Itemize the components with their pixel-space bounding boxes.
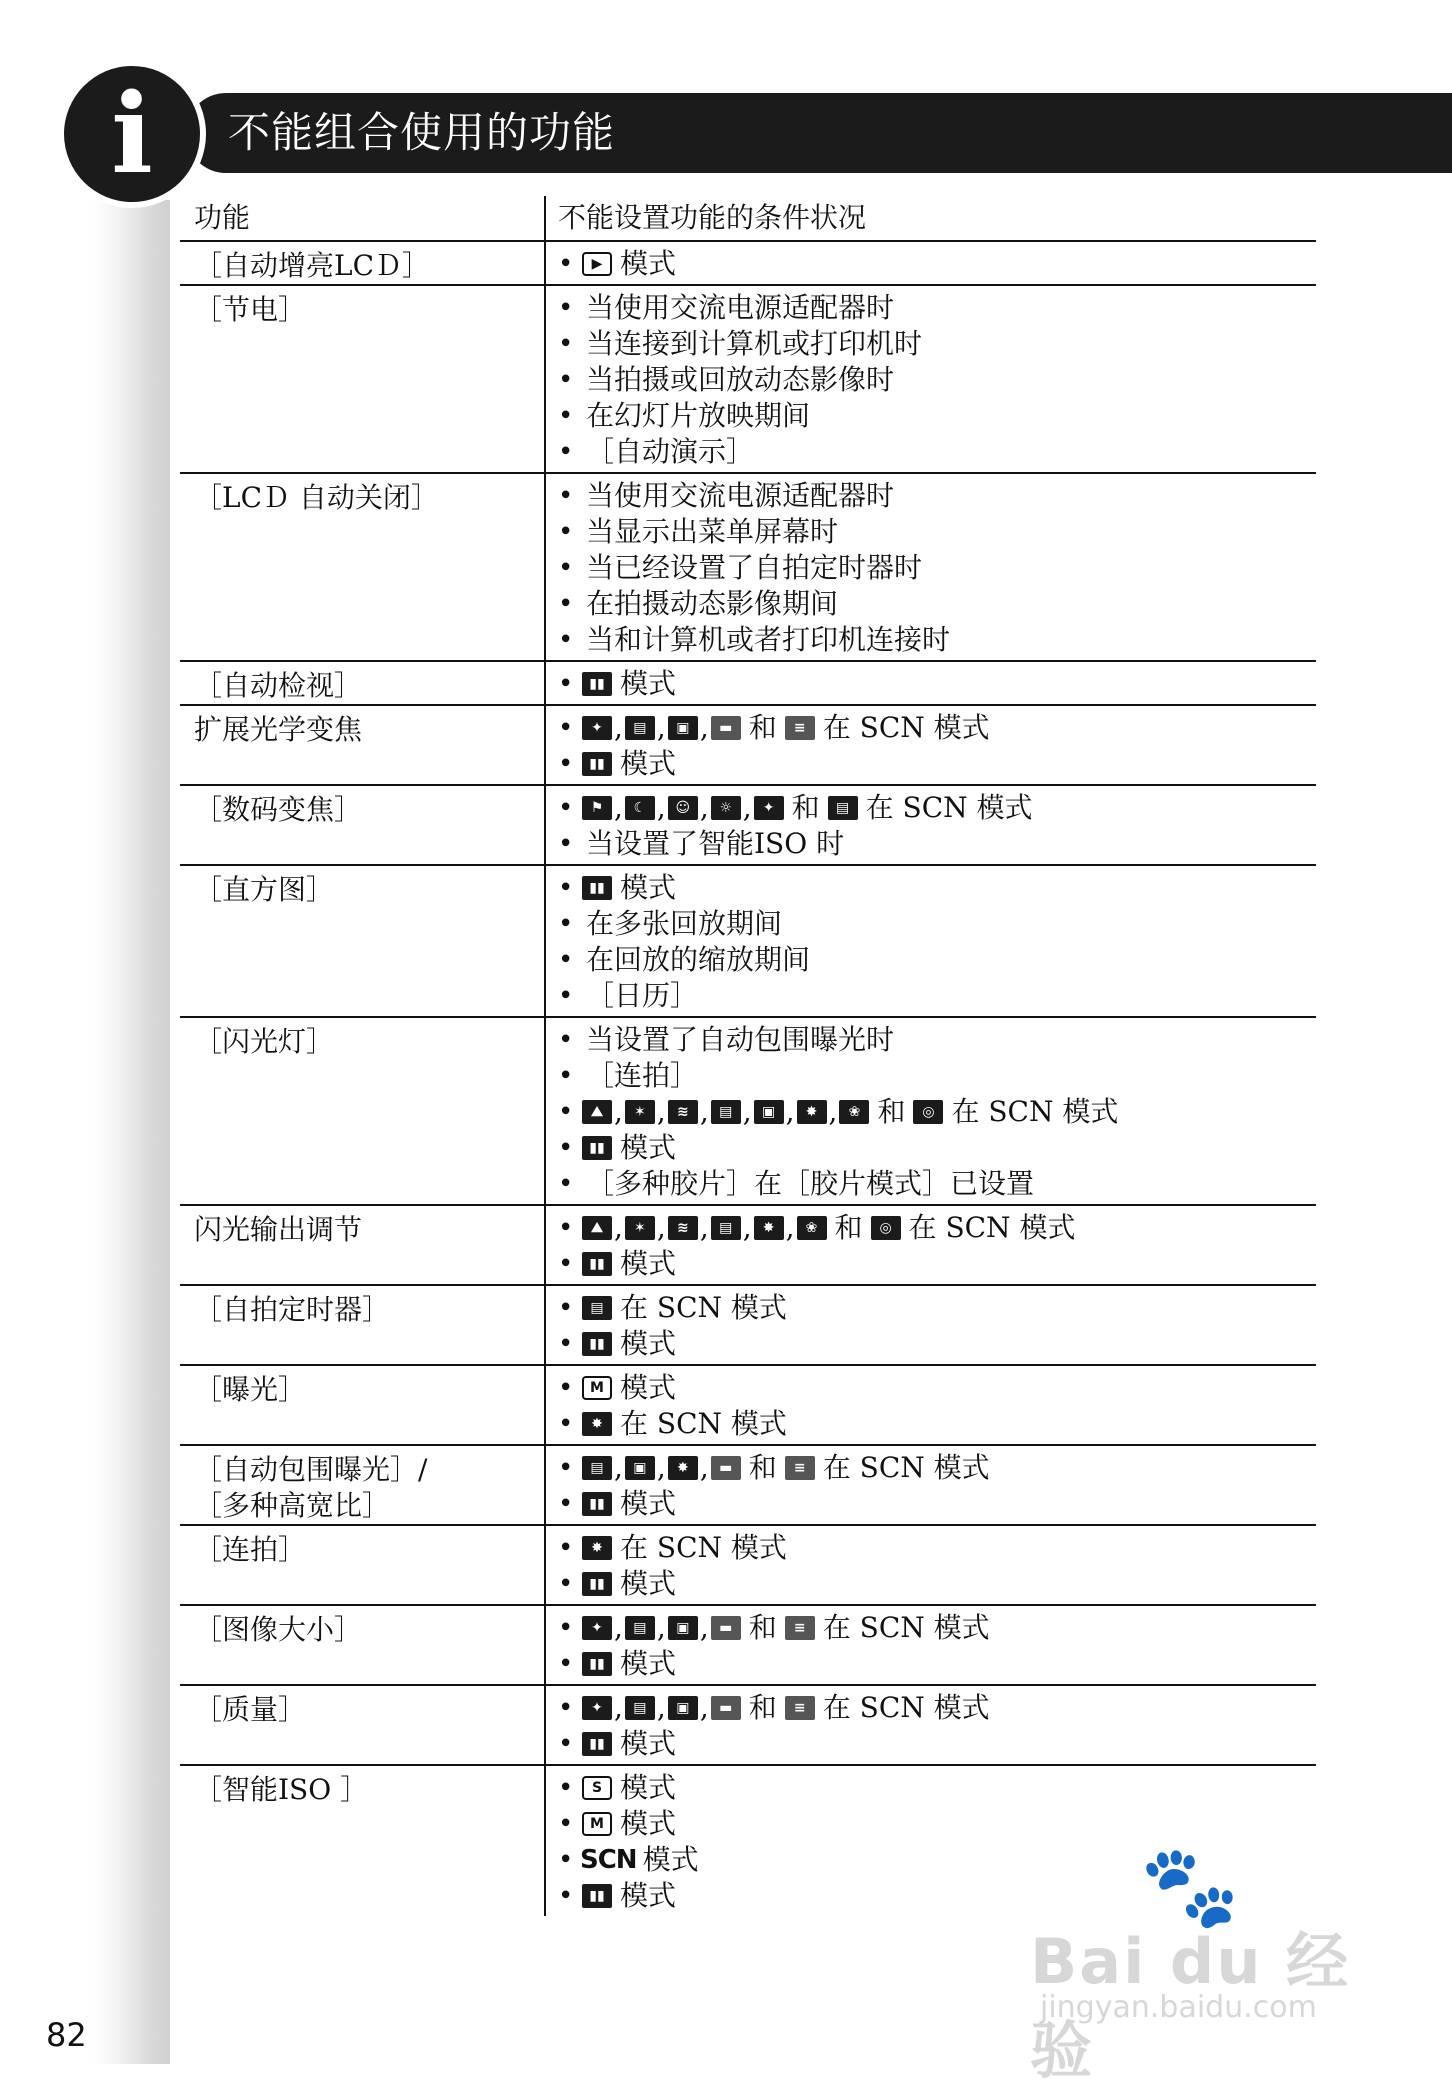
condition-text: 在 SCN 模式: [620, 1407, 787, 1440]
movie-icon: ▮▮: [582, 1652, 612, 1676]
feature-name: ［智能ISO ］: [180, 1766, 546, 1916]
bullet-icon: •: [558, 981, 574, 1011]
paw-logo-icon: 🐾: [1140, 1840, 1240, 1933]
separator: ,: [785, 1095, 795, 1128]
condition-list: [546, 1606, 1316, 1684]
movie-icon: ▮▮: [582, 1572, 612, 1596]
bullet-icon: •: [558, 293, 574, 323]
bullet-icon: •: [558, 553, 574, 583]
auction-icon: ▬: [711, 1616, 741, 1640]
condition-list: [546, 1206, 1316, 1284]
feature-name: ［连拍］: [180, 1526, 546, 1604]
condition-item: [558, 1406, 1316, 1442]
table-row: [180, 286, 1316, 474]
condition-item: [558, 1806, 1316, 1842]
bullet-icon: •: [558, 793, 574, 823]
condition-text: 模式: [620, 1487, 677, 1520]
scn-icon: SCN: [580, 1845, 637, 1875]
condition-text: 模式: [620, 871, 677, 904]
condition-text: 模式: [620, 1567, 677, 1600]
bullet-icon: •: [558, 1649, 574, 1679]
fireworks-icon: ✸: [797, 1100, 827, 1124]
condition-item: [558, 666, 1316, 702]
text-icon: ≡: [785, 1696, 815, 1720]
auction-icon: ▬: [711, 1696, 741, 1720]
condition-text: 模式: [620, 1327, 677, 1360]
condition-text: 当拍摄或回放动态影像时: [586, 363, 895, 396]
condition-text: 当显示出菜单屏幕时: [586, 515, 839, 548]
bullet-icon: •: [558, 873, 574, 903]
condition-list: [546, 286, 1316, 472]
feature-name: ［数码变焦］: [180, 786, 546, 864]
condition-text: 在 SCN 模式: [620, 1291, 787, 1324]
feature-name: ［节电］: [180, 286, 546, 472]
feature-name: 扩展光学变焦: [180, 706, 546, 784]
bullet-icon: •: [558, 1489, 574, 1519]
bullet-icon: •: [558, 1773, 574, 1803]
table-row: [180, 866, 1316, 1018]
night-scene-icon: ✶: [625, 1100, 655, 1124]
bullet-icon: •: [558, 945, 574, 975]
separator: ,: [699, 711, 709, 744]
party-icon: ✦: [754, 796, 784, 820]
separator: ,: [656, 1095, 666, 1128]
condition-item: [558, 790, 1316, 826]
condition-item: [558, 978, 1316, 1014]
condition-text: 模式: [620, 1807, 677, 1840]
copy-icon: ▤: [625, 1696, 655, 1720]
condition-text-suffix: 在 SCN 模式: [822, 1611, 990, 1644]
condition-list: [546, 474, 1316, 660]
condition-item: [558, 1022, 1316, 1058]
separator: ,: [614, 791, 623, 824]
separator: ,: [614, 1095, 623, 1128]
bullet-icon: •: [558, 1213, 574, 1243]
feature-name: ［自拍定时器］: [180, 1286, 546, 1364]
museum-icon: ▣: [754, 1100, 784, 1124]
condition-text: 模式: [620, 1727, 677, 1760]
condition-list: [546, 1446, 1316, 1524]
condition-item: [558, 906, 1316, 942]
bullet-icon: •: [558, 669, 574, 699]
condition-text: 在拍摄动态影像期间: [586, 587, 839, 620]
condition-text: 在幻灯片放映期间: [586, 399, 811, 432]
flower-icon: ❀: [797, 1216, 827, 1240]
separator: ,: [656, 1451, 666, 1484]
condition-item: [558, 1486, 1316, 1522]
text-icon: ≡: [785, 1616, 815, 1640]
condition-text: 和: [748, 1611, 777, 1644]
separator: ,: [699, 1611, 709, 1644]
separator: ,: [699, 1095, 709, 1128]
table-row: [180, 1686, 1316, 1766]
feature-table: [180, 196, 1316, 1916]
condition-item: [558, 826, 1316, 862]
condition-text: 模式: [642, 1843, 699, 1876]
condition-text: 和: [748, 711, 777, 744]
separator: ,: [614, 1611, 623, 1644]
condition-text-suffix: 在 SCN 模式: [865, 791, 1033, 824]
separator: ,: [699, 1211, 709, 1244]
museum-icon: ▣: [668, 716, 698, 740]
info-icon: i: [64, 66, 200, 202]
condition-item: [558, 1210, 1316, 1246]
separator: ,: [742, 791, 752, 824]
bullet-icon: •: [558, 589, 574, 619]
copy-icon: ▤: [625, 716, 655, 740]
condition-item: [558, 1450, 1316, 1486]
museum-icon: ▣: [668, 1696, 698, 1720]
bullet-icon: •: [558, 1693, 574, 1723]
feature-name: ［自动包围曝光］/ ［多种高宽比］: [180, 1446, 546, 1524]
bullet-icon: •: [558, 1409, 574, 1439]
condition-list: [546, 1526, 1316, 1604]
condition-item: [558, 1094, 1316, 1130]
copy-icon: ▤: [582, 1296, 612, 1320]
separator: ,: [742, 1211, 752, 1244]
bullet-icon: •: [558, 1613, 574, 1643]
condition-item: [558, 1690, 1316, 1726]
movie-icon: ▮▮: [582, 1732, 612, 1756]
feature-name: ［自动检视］: [180, 662, 546, 704]
fireworks-icon: ✸: [582, 1412, 612, 1436]
sport-icon: ⚑: [582, 796, 612, 820]
condition-item: [558, 550, 1316, 586]
movie-icon: ▮▮: [582, 1492, 612, 1516]
text-icon: ≡: [785, 716, 815, 740]
manual-icon: M: [582, 1376, 612, 1400]
side-gray-band: [92, 200, 170, 2064]
separator: ,: [614, 1691, 623, 1724]
movie-icon: ▮▮: [582, 1252, 612, 1276]
movie-icon: ▮▮: [582, 1136, 612, 1160]
condition-text: 当已经设置了自拍定时器时: [586, 551, 923, 584]
condition-list: [546, 242, 1316, 284]
condition-text: 在回放的缩放期间: [586, 943, 811, 976]
play-icon: ▶: [582, 252, 612, 276]
bullet-icon: •: [558, 1729, 574, 1759]
feature-name: ［曝光］: [180, 1366, 546, 1444]
condition-text: 模式: [620, 247, 677, 280]
watermark-brand: Bai du 经验: [1030, 1925, 1351, 2087]
portrait-icon: ☺: [668, 796, 698, 820]
bullet-icon: •: [558, 517, 574, 547]
bullet-icon: •: [558, 1025, 574, 1055]
condition-list: [546, 866, 1316, 1016]
condition-text: 模式: [620, 1771, 677, 1804]
condition-item: [558, 710, 1316, 746]
museum-icon: ▣: [668, 1616, 698, 1640]
party-icon: ✦: [582, 1616, 612, 1640]
separator: ,: [699, 791, 709, 824]
separator: ,: [656, 711, 666, 744]
condition-item: [558, 398, 1316, 434]
condition-item: [558, 1610, 1316, 1646]
copy-icon: ▤: [711, 1216, 741, 1240]
bullet-icon: •: [558, 1169, 574, 1199]
condition-text: 模式: [620, 1371, 677, 1404]
condition-item: [558, 246, 1316, 282]
condition-text: 在 SCN 模式: [620, 1531, 787, 1564]
bullet-icon: •: [558, 1533, 574, 1563]
condition-item: [558, 1246, 1316, 1282]
separator: ,: [699, 1451, 709, 1484]
condition-text: ［自动演示］: [586, 435, 755, 468]
condition-list: [546, 1286, 1316, 1364]
bullet-icon: •: [558, 1249, 574, 1279]
condition-text: 当使用交流电源适配器时: [586, 291, 895, 324]
table-row: [180, 1366, 1316, 1446]
bullet-icon: •: [558, 401, 574, 431]
fireworks-icon: ✸: [668, 1456, 698, 1480]
movie-icon: ▮▮: [582, 672, 612, 696]
bullet-icon: •: [558, 909, 574, 939]
night-portrait-icon: ☾: [625, 796, 655, 820]
bullet-icon: •: [558, 1293, 574, 1323]
table-row: [180, 662, 1316, 706]
separator: ,: [656, 791, 666, 824]
manual-icon: M: [582, 1812, 612, 1836]
bullet-icon: •: [558, 1845, 574, 1875]
separator: ,: [656, 1211, 666, 1244]
condition-text: 模式: [620, 1647, 677, 1680]
condition-item: [558, 1370, 1316, 1406]
feature-name: 闪光输出调节: [180, 1206, 546, 1284]
condition-text: ［多种胶片］在［胶片模式］已设置: [586, 1167, 1035, 1200]
bullet-icon: •: [558, 1133, 574, 1163]
underwater-icon: ◎: [913, 1100, 943, 1124]
condition-text: 模式: [620, 1131, 677, 1164]
condition-text: ［日历］: [586, 979, 699, 1012]
movie-icon: ▮▮: [582, 1884, 612, 1908]
table-row: [180, 1526, 1316, 1606]
copy-icon: ▤: [625, 1616, 655, 1640]
landscape-icon: ⛰: [582, 1100, 612, 1124]
condition-text: 当连接到计算机或打印机时: [586, 327, 923, 360]
condition-item: [558, 1290, 1316, 1326]
condition-item: [558, 622, 1316, 658]
copy-icon: ▤: [582, 1456, 612, 1480]
condition-text: 在多张回放期间: [586, 907, 783, 940]
table-row: [180, 1206, 1316, 1286]
table-row: [180, 1286, 1316, 1366]
bullet-icon: •: [558, 625, 574, 655]
condition-text: ［连拍］: [586, 1059, 699, 1092]
condition-item: [558, 1130, 1316, 1166]
condition-list: [546, 1018, 1316, 1204]
backlight-icon: ☼: [711, 796, 741, 820]
bullet-icon: •: [558, 1329, 574, 1359]
separator: ,: [614, 1451, 623, 1484]
sunset-icon: ≋: [668, 1216, 698, 1240]
copy-icon: ▤: [828, 796, 858, 820]
movie-icon: ▮▮: [582, 752, 612, 776]
table-row: [180, 474, 1316, 662]
bullet-icon: •: [558, 365, 574, 395]
condition-item: [558, 1058, 1316, 1094]
condition-item: [558, 478, 1316, 514]
condition-text: 和: [748, 1691, 777, 1724]
separator: ,: [785, 1211, 795, 1244]
condition-item: [558, 1166, 1316, 1202]
condition-text-suffix: 在 SCN 模式: [908, 1211, 1076, 1244]
fireworks-icon: ✸: [754, 1216, 784, 1240]
condition-item: [558, 1530, 1316, 1566]
table-row: [180, 706, 1316, 786]
condition-item: [558, 746, 1316, 782]
bullet-icon: •: [558, 1097, 574, 1127]
condition-item: [558, 434, 1316, 470]
separator: ,: [656, 1611, 666, 1644]
condition-text: 模式: [620, 667, 677, 700]
page-number: 82: [46, 2016, 87, 2054]
sunset-icon: ≋: [668, 1100, 698, 1124]
bullet-icon: •: [558, 329, 574, 359]
condition-item: [558, 586, 1316, 622]
movie-icon: ▮▮: [582, 876, 612, 900]
header-conditions: 不能设置功能的条件状况: [558, 201, 867, 234]
condition-text: 和: [834, 1211, 863, 1244]
bullet-icon: •: [558, 829, 574, 859]
condition-text: 当使用交流电源适配器时: [586, 479, 895, 512]
condition-text-suffix: 在 SCN 模式: [822, 1691, 990, 1724]
condition-text: 当设置了智能ISO 时: [586, 827, 845, 860]
header-feature: 功能: [180, 196, 546, 240]
condition-text: 当设置了自动包围曝光时: [586, 1023, 895, 1056]
condition-text: 模式: [620, 747, 677, 780]
table-row: [180, 786, 1316, 866]
shutter-icon: S: [582, 1776, 612, 1800]
condition-text: 模式: [620, 1879, 677, 1912]
condition-text: 模式: [620, 1247, 677, 1280]
feature-name: ［图像大小］: [180, 1606, 546, 1684]
landscape-icon: ⛰: [582, 1216, 612, 1240]
bullet-icon: •: [558, 1569, 574, 1599]
condition-item: [558, 942, 1316, 978]
auction-icon: ▬: [711, 716, 741, 740]
table-row: [180, 242, 1316, 286]
condition-item: [558, 1770, 1316, 1806]
bullet-icon: •: [558, 1061, 574, 1091]
bullet-icon: •: [558, 437, 574, 467]
bullet-icon: •: [558, 481, 574, 511]
condition-item: [558, 326, 1316, 362]
condition-text: 和: [748, 1451, 777, 1484]
condition-list: [546, 1686, 1316, 1764]
page-title: 不能组合使用的功能: [228, 108, 616, 157]
feature-name: ［质量］: [180, 1686, 546, 1764]
table-row: [180, 1606, 1316, 1686]
watermark-url: jingyan.baidu.com: [1040, 1990, 1317, 2025]
table-row: [180, 1018, 1316, 1206]
text-icon: ≡: [785, 1456, 815, 1480]
bullet-icon: •: [558, 713, 574, 743]
fireworks-icon: ✸: [582, 1536, 612, 1560]
flower-icon: ❀: [839, 1100, 869, 1124]
condition-text: 当和计算机或者打印机连接时: [586, 623, 951, 656]
condition-text: 和: [791, 791, 820, 824]
party-icon: ✦: [582, 716, 612, 740]
condition-item: [558, 1646, 1316, 1682]
bullet-icon: •: [558, 1809, 574, 1839]
separator: ,: [699, 1691, 709, 1724]
condition-item: [558, 1326, 1316, 1362]
condition-item: [558, 870, 1316, 906]
separator: ,: [742, 1095, 752, 1128]
separator: ,: [656, 1691, 666, 1724]
watermark: [1030, 1840, 1370, 2087]
condition-list: [546, 786, 1316, 864]
feature-name: ［自动增亮LCＤ］: [180, 242, 546, 284]
separator: ,: [828, 1095, 838, 1128]
condition-text-suffix: 在 SCN 模式: [822, 711, 990, 744]
auction-icon: ▬: [711, 1456, 741, 1480]
bullet-icon: •: [558, 1453, 574, 1483]
bullet-icon: •: [558, 749, 574, 779]
feature-name: ［闪光灯］: [180, 1018, 546, 1204]
night-scene-icon: ✶: [625, 1216, 655, 1240]
condition-list: [546, 706, 1316, 784]
separator: ,: [614, 711, 623, 744]
copy-icon: ▤: [711, 1100, 741, 1124]
condition-item: [558, 514, 1316, 550]
condition-item: [558, 1566, 1316, 1602]
condition-text-suffix: 在 SCN 模式: [951, 1095, 1119, 1128]
bullet-icon: •: [558, 1373, 574, 1403]
condition-text: 和: [877, 1095, 906, 1128]
separator: ,: [614, 1211, 623, 1244]
condition-text-suffix: 在 SCN 模式: [822, 1451, 990, 1484]
party-icon: ✦: [582, 1696, 612, 1720]
condition-item: [558, 1726, 1316, 1762]
bullet-icon: •: [558, 249, 574, 279]
table-row: [180, 1446, 1316, 1526]
condition-item: [558, 290, 1316, 326]
condition-item: [558, 362, 1316, 398]
table-header-row: [180, 196, 1316, 242]
bullet-icon: •: [558, 1881, 574, 1911]
underwater-icon: ◎: [871, 1216, 901, 1240]
movie-icon: ▮▮: [582, 1332, 612, 1356]
condition-list: [546, 662, 1316, 704]
museum-icon: ▣: [625, 1456, 655, 1480]
feature-name: ［直方图］: [180, 866, 546, 1016]
feature-name: ［LCＤ 自动关闭］: [180, 474, 546, 660]
condition-list: [546, 1366, 1316, 1444]
